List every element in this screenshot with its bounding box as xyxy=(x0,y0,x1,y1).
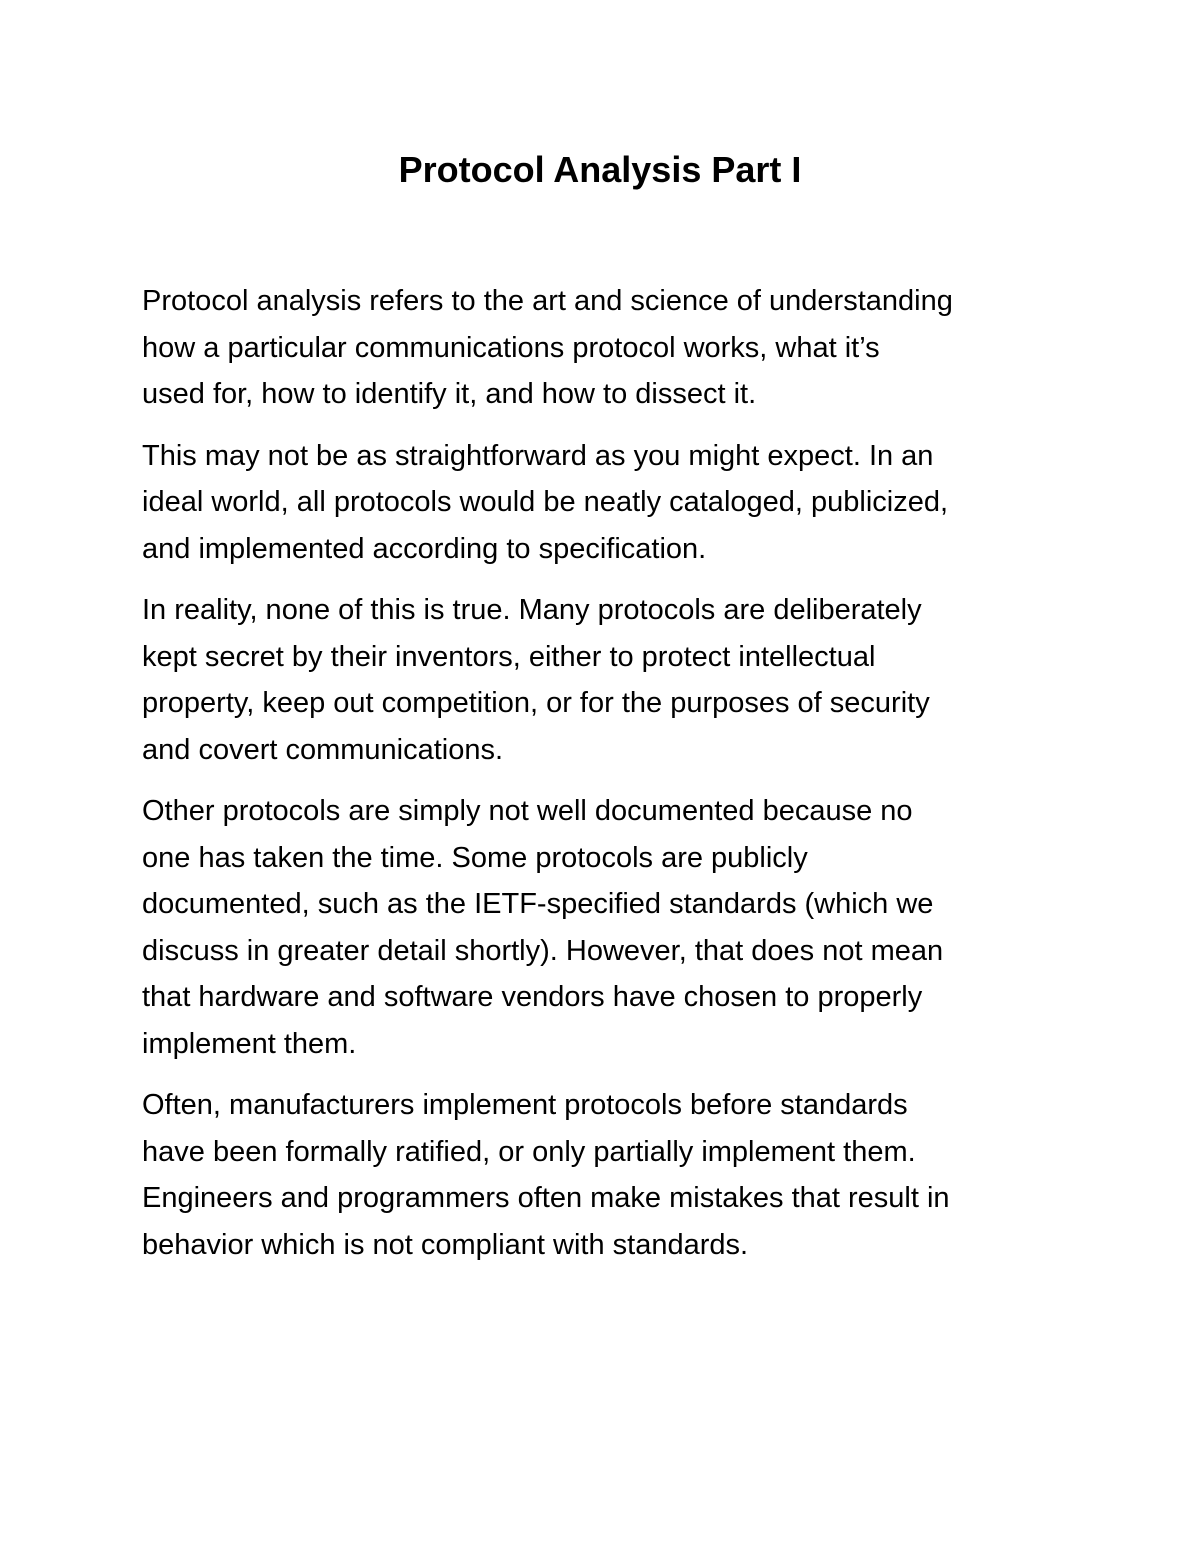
document-body xyxy=(142,278,1082,1283)
paragraph-line: and implemented according to specification. xyxy=(142,532,707,565)
paragraph-line: used for, how to identify it, and how to dissect it. xyxy=(142,378,757,410)
paragraph-line: Protocol analysis refers to the art and science of understanding xyxy=(142,285,953,317)
paragraph-line: Often, manufacturers implement protocols before standards xyxy=(142,1089,908,1121)
paragraph-3 xyxy=(142,587,1082,773)
paragraph-line: that hardware and software vendors have chosen to properly xyxy=(142,981,923,1013)
paragraph-line: This may not be as straightforward as you might expect. In an xyxy=(142,439,934,472)
paragraph-1 xyxy=(142,278,1082,418)
paragraph-line: property, keep out competition, or for the purposes of security xyxy=(142,687,930,719)
paragraph-line: documented, such as the IETF-specified standards (which we xyxy=(142,888,934,920)
paragraph-line: and covert communications. xyxy=(142,733,504,766)
paragraph-2 xyxy=(142,433,1082,573)
paragraph-line: behavior which is not compliant with standards. xyxy=(142,1228,749,1261)
paragraph-line: one has taken the time. Some protocols are publicly xyxy=(142,841,808,874)
page-title: Protocol Analysis Part I xyxy=(398,149,802,190)
paragraph-line: Other protocols are simply not well documented because no xyxy=(142,795,913,827)
paragraph-line: Engineers and programmers often make mistakes that result in xyxy=(142,1182,950,1214)
paragraph-line: kept secret by their inventors, either to protect intellectual xyxy=(142,640,876,673)
paragraph-line: implement them. xyxy=(142,1027,357,1060)
paragraph-line: ideal world, all protocols would be neatly cataloged, publicized, xyxy=(142,486,949,518)
paragraph-4 xyxy=(142,788,1082,1067)
paragraph-line: discuss in greater detail shortly). However, that does not mean xyxy=(142,934,944,967)
paragraph-line: have been formally ratified, or only partially implement them. xyxy=(142,1135,916,1168)
paragraph-line: how a particular communications protocol works, what it’s xyxy=(142,331,880,364)
paragraph-line: In reality, none of this is true. Many protocols are deliberately xyxy=(142,594,922,626)
paragraph-5 xyxy=(142,1082,1082,1268)
